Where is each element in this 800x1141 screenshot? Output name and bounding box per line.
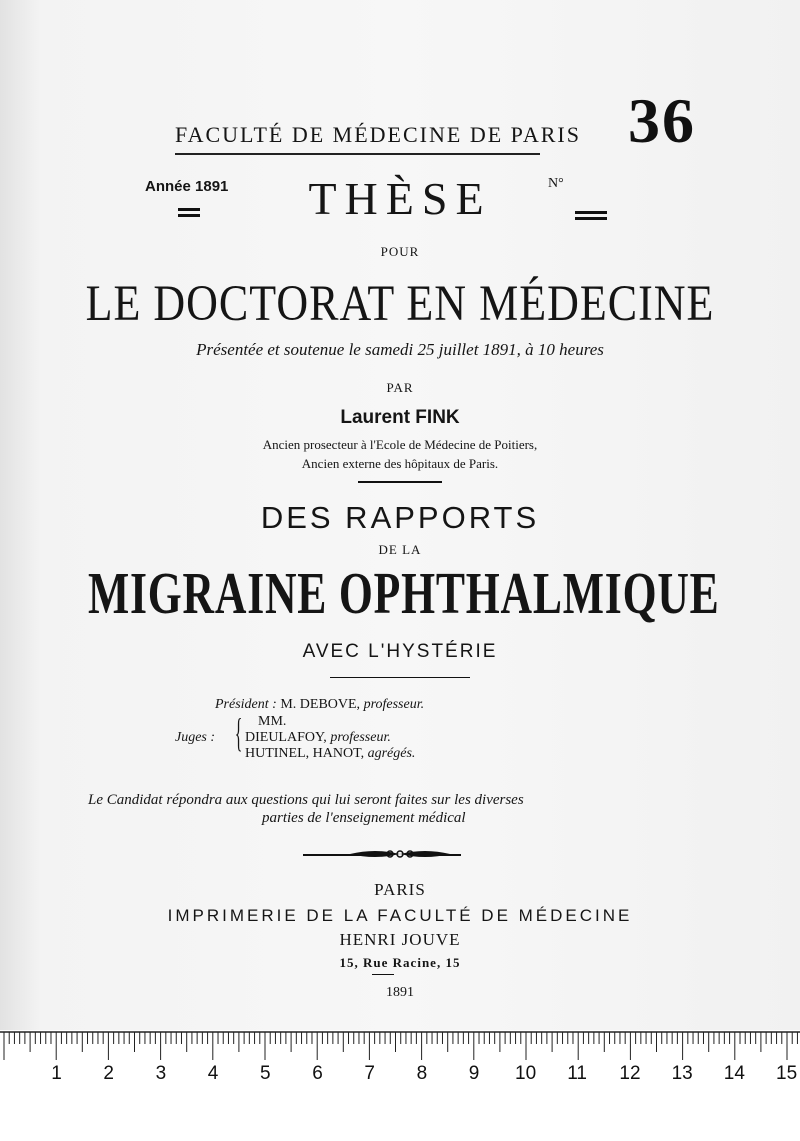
ruler-label: 9 <box>468 1063 480 1084</box>
judge-1-role: professeur. <box>330 730 391 745</box>
subject-divider <box>330 677 470 678</box>
judge-1 <box>245 730 391 746</box>
faculty-underline <box>175 153 540 155</box>
imprint-printer: IMPRIMERIE DE LA FACULTÉ DE MÉDECINE <box>167 906 633 925</box>
ruler-label: 5 <box>260 1063 271 1084</box>
ruler-label: 10 <box>515 1063 537 1084</box>
ruler-label: 4 <box>207 1063 219 1084</box>
ruler-label: 2 <box>103 1063 114 1084</box>
judges-label <box>175 730 215 746</box>
imprint-year: 1891 <box>386 985 414 1000</box>
imprint-city: PARIS <box>374 880 426 899</box>
these-title: THÈSE <box>308 173 492 224</box>
author-name: Laurent FINK <box>340 407 460 428</box>
par-label: PAR <box>386 380 414 395</box>
ruler-label: 12 <box>619 1063 641 1084</box>
subject-line-1: DES RAPPORTS <box>260 500 540 535</box>
ornament-right-line <box>437 854 461 856</box>
author-credential-2: Ancien externe des hôpitaux de Paris. <box>301 456 499 471</box>
number-dash <box>575 211 607 214</box>
degree-title: LE DOCTORAT EN MÉDECINE <box>85 275 715 332</box>
judges-brace: { <box>234 710 243 755</box>
year-label: Année 1891 <box>145 178 229 195</box>
candidate-note-line-2: parties de l'enseignement médical <box>262 810 466 826</box>
subject-main-title: MIGRAINE OPHTHALMIQUE <box>88 561 720 627</box>
author-credential-1: Ancien prosecteur à l'Ecole de Médecine de Poitiers, <box>262 437 538 452</box>
ruler-label: 1 <box>51 1063 62 1084</box>
imprint-address: 15, Rue Racine, 15 <box>339 955 461 970</box>
ruler-label: 15 <box>776 1063 798 1084</box>
judge-2 <box>245 746 415 762</box>
ruler-label: 3 <box>155 1063 167 1084</box>
section-divider <box>358 481 442 483</box>
president-name: M. DEBOVE, <box>280 697 361 712</box>
ruler-label: 13 <box>671 1063 693 1084</box>
number-label: N° <box>548 176 564 191</box>
imprint-divider <box>372 974 394 975</box>
faculty-heading: FACULTÉ DE MÉDECINE DE PARIS <box>175 122 581 147</box>
jury-president <box>215 697 424 713</box>
pour-label: POUR <box>380 244 420 259</box>
defense-date-line: Présentée et soutenue le samedi 25 juillet 1891, à 10 heures <box>196 340 604 359</box>
subject-line-4: AVEC L'HYSTÉRIE <box>302 641 498 662</box>
judges-label-text: Juges : <box>175 730 216 745</box>
ruler-ticks <box>0 1030 800 1141</box>
ornament-icon <box>350 847 450 861</box>
ruler-label: 8 <box>416 1063 428 1084</box>
candidate-note-line-1: Le Candidat répondra aux questions qui lui seront faites sur les diverses <box>88 792 524 808</box>
ruler-label: 7 <box>364 1063 375 1084</box>
president-role: professeur. <box>363 697 425 712</box>
ruler-label: 6 <box>312 1063 323 1084</box>
imprint-printer-name: HENRI JOUVE <box>339 930 461 949</box>
judge-2-role: agrégés. <box>367 746 416 761</box>
judge-1-name: DIEULAFOY, <box>245 730 327 745</box>
measuring-ruler <box>0 1030 800 1141</box>
judges-mm: MM. <box>258 714 287 729</box>
president-label: Président : <box>215 697 277 712</box>
ruler-label: 14 <box>723 1063 745 1084</box>
ruler-label: 11 <box>567 1063 587 1084</box>
subject-line-2: DE LA <box>378 542 422 557</box>
number-dash-lower <box>575 217 607 220</box>
judge-2-name: HUTINEL, HANOT, <box>245 746 365 761</box>
archive-stamp-number: 36 <box>628 85 696 156</box>
